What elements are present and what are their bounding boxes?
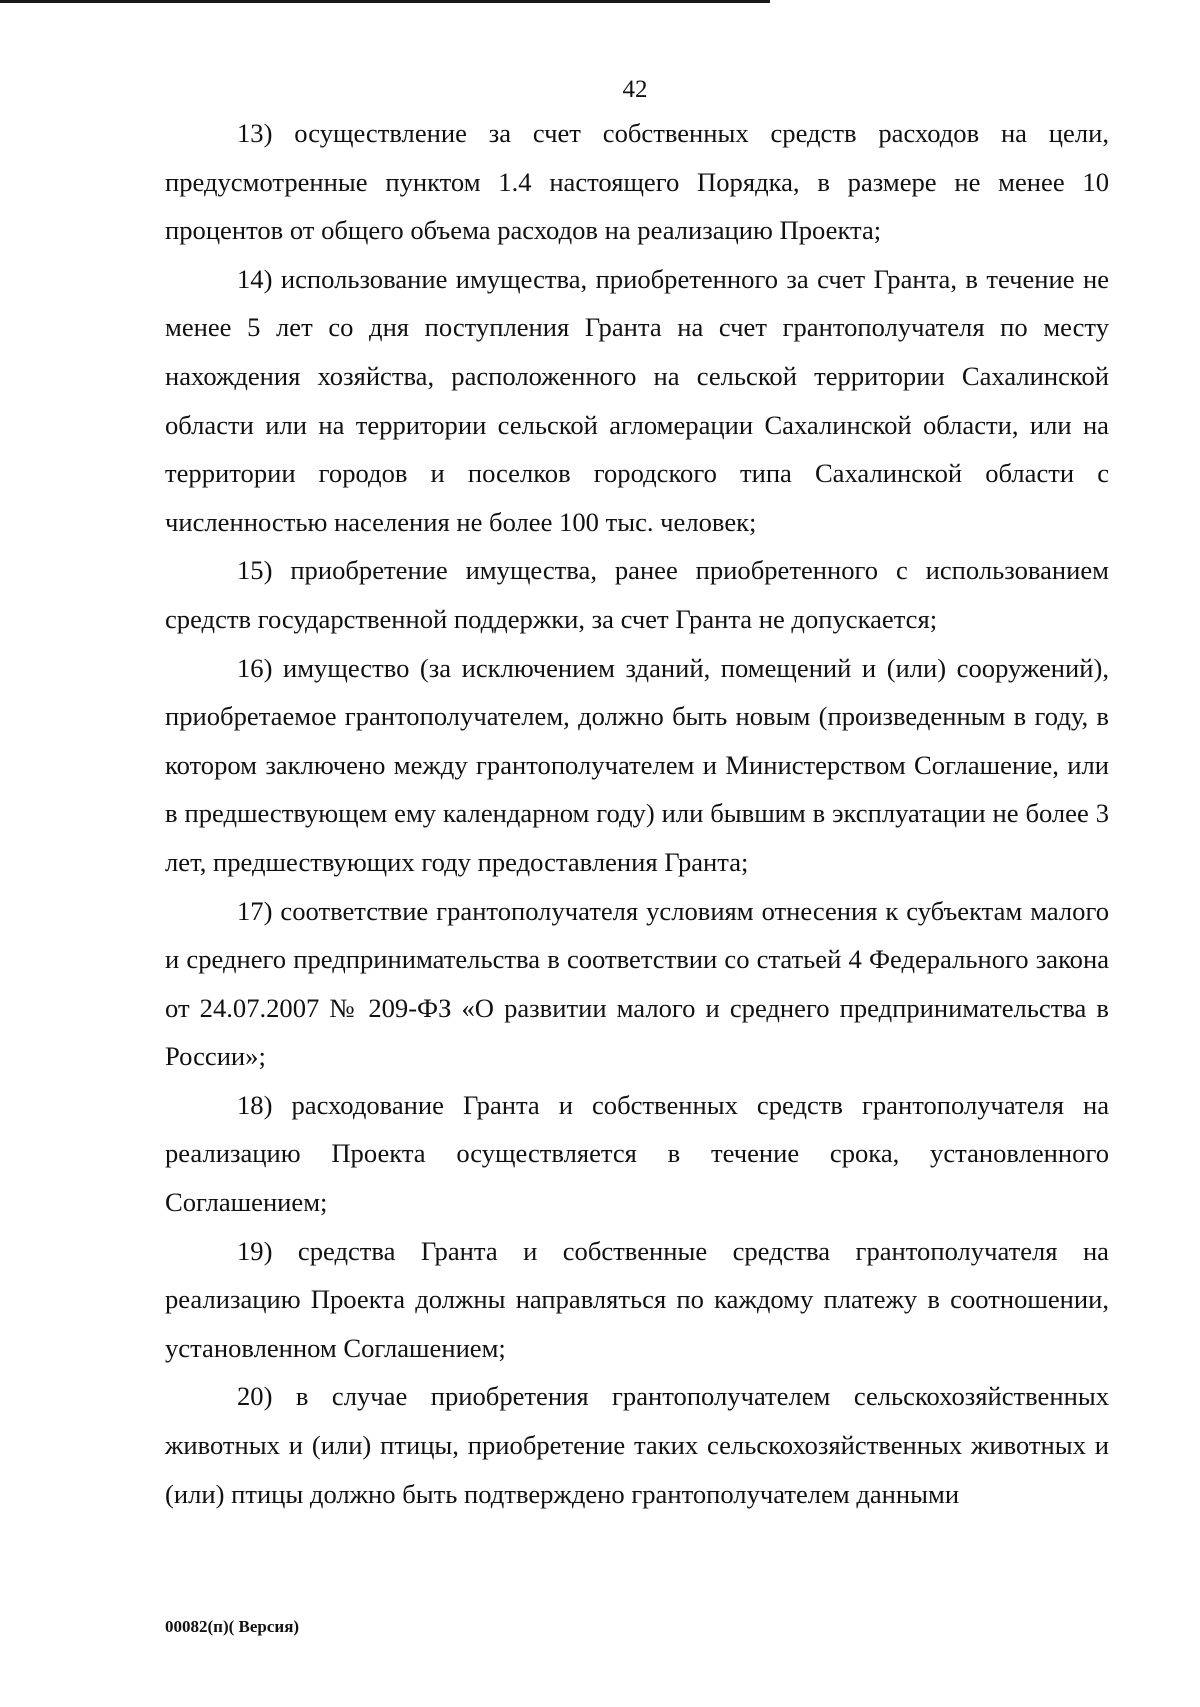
paragraph-item-13: 13) осуществление за счет собственных средств расходов на цели, предусмотренные пунктом 1.4 настоящего Порядка, в размере не менее 10 процентов от общего объема расходов на реализацию Проекта; (165, 118, 1109, 246)
paragraph-item-14: 14) использование имущества, приобретенного за счет Гранта, в течение не менее 5 лет со дня поступления Гранта на счет грантополучателя по месту нахождения хозяйства, расположенного на сельской территории Сахалинской области или на территории сельской агломерации Сахалинской области, или на территории городов и поселков городского типа Сахалинской области с численностью населения не более 100 тыс. человек; (165, 263, 1109, 537)
paragraph-item-18: 18) расходование Гранта и собственных средств грантополучателя на реализацию Проекта осуществляется в течение срока, установленного Соглашением; (165, 1089, 1109, 1218)
document-footer-code: 00082(п)( Версия) (165, 1617, 300, 1636)
paragraph-item-20: 20) в случае приобретения грантополучателем сельскохозяйственных животных и (или) птицы, приобретение таких сельскохозяйственных животных и (или) птицы должно быть подтверждено грантополучателем данными (165, 1381, 1109, 1509)
top-border-line (0, 0, 770, 3)
paragraph-item-19: 19) средства Гранта и собственные средства грантополучателя на реализацию Проекта должны направляться по каждому платежу в соотношении, установленном Соглашением; (165, 1235, 1109, 1363)
page-number: 42 (622, 76, 648, 103)
paragraph-item-15: 15) приобретение имущества, ранее приобретенного с использованием средств государственной поддержки, за счет Гранта не допускается; (165, 555, 1109, 634)
document-body (165, 109, 1109, 1518)
paragraph-item-16: 16) имущество (за исключением зданий, помещений и (или) сооружений), приобретаемое грантополучателем, должно быть новым (произведенным в году, в котором заключено между грантополучателем и Министерством Соглашение, или в предшествующем ему календарном году) или бывшим в эксплуатации не более 3 лет, предшествующих году предоставления Гранта; (165, 652, 1109, 877)
paragraph-item-17: 17) соответствие грантополучателя условиям отнесения к субъектам малого и среднего предпринимательства в соответствии со статьей 4 Федерального закона от 24.07.2007 № 209-ФЗ «О развитии малого и среднего предпринимательства в России»; (165, 895, 1109, 1072)
